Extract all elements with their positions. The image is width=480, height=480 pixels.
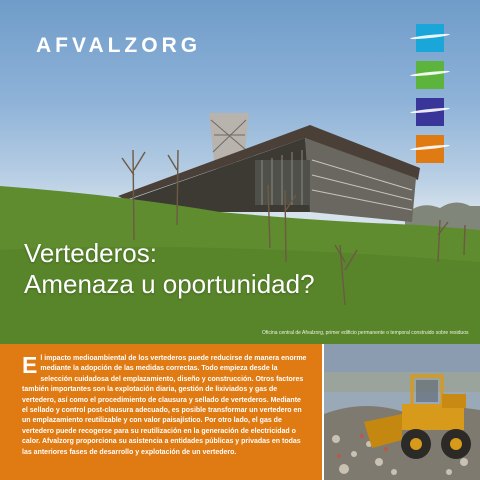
intro-text: l impacto medioambiental de los vertederos puede reducirse de manera enorme mediante la adopción de las medidas correctas. Todo empieza desde la selección cuidadosa del emplazamiento, diseño y construcción. Otros factores también importantes son la explotación diaria, gestión de lixiviados y gas de vertedero, así como el procedimiento de clausura y sellado de vertederos. Mediante el sellado y control post-clausura adecuado, es posible transformar un vertedero en un emplazamiento reutilizable y con valor paisajístico. Por otro lado, el gas de vertedero puede recogerse para su reutilización en la generación de electricidad o calor. Afvalzorg proporciona su asistencia a entidades públicas y privadas en todas las anteriores fases de desarrollo y explotación de un vertedero. (22, 355, 307, 456)
cyan-square (416, 24, 444, 52)
intro-text-box (0, 344, 322, 480)
bulldozer-scene (324, 344, 480, 480)
orange-square (416, 135, 444, 163)
bulldozer-photo (324, 344, 480, 480)
brand-logo: AFVALZORG (36, 34, 202, 57)
indigo-square (416, 98, 444, 126)
green-square (416, 61, 444, 89)
intro-paragraph (22, 354, 308, 458)
headline (24, 238, 315, 300)
photo-caption: Oficina central de Afvalzorg, primer edificio permanente o temporal construido sobre residuos (262, 330, 469, 336)
logo-squares (416, 24, 446, 172)
headline-line-2: Amenaza u oportunidad? (24, 269, 315, 299)
headline-line-1: Vertederos: (24, 238, 157, 268)
drop-cap: E (22, 352, 38, 378)
